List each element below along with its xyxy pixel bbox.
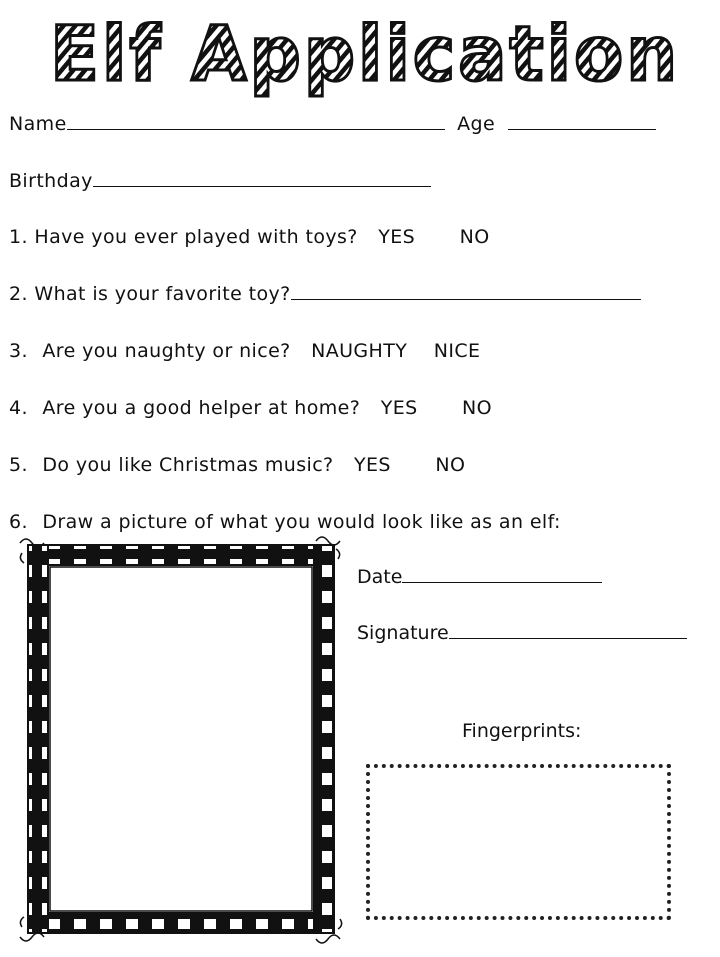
fingerprints-box[interactable] [366,764,671,920]
question-text: Are you naughty or nice? [42,340,291,362]
question-number: 6. [9,511,28,533]
option-no[interactable]: NO [459,226,490,248]
drawing-frame[interactable] [18,535,350,947]
title-text: Elf Application [50,9,680,98]
date-label: Date [357,566,403,588]
signature-row [357,621,687,645]
title-graphic [0,0,720,112]
question-2 [9,282,641,306]
date-row [357,565,602,589]
question-1 [9,225,490,249]
signature-field[interactable] [449,621,687,639]
birthday-row [9,169,431,193]
option-nice[interactable]: NICE [433,340,481,362]
date-field[interactable] [402,565,602,583]
option-yes[interactable]: YES [380,397,418,419]
page-title [0,0,720,112]
question-number: 4. [9,397,28,419]
question-number: 5. [9,454,28,476]
age-label: Age [457,113,496,135]
option-no[interactable]: NO [435,454,466,476]
checkered-border [18,535,350,947]
option-yes[interactable]: YES [378,226,416,248]
question-text: What is your favorite toy? [34,283,291,305]
signature-label: Signature [357,622,449,644]
question-text: Draw a picture of what you would look like as an elf: [42,511,561,533]
name-field[interactable] [67,112,445,130]
question-text: Are you a good helper at home? [42,397,361,419]
fingerprints-label: Fingerprints: [462,720,582,742]
age-field[interactable] [508,112,656,130]
question-3 [9,339,480,363]
question-5 [9,453,465,477]
name-label: Name [9,113,67,135]
question-text: Do you like Christmas music? [42,454,334,476]
option-yes[interactable]: YES [354,454,391,476]
option-naughty[interactable]: NAUGHTY [311,340,408,362]
option-no[interactable]: NO [462,397,492,419]
question-number: 2. [9,283,28,305]
question-text: Have you ever played with toys? [34,226,358,248]
question-4 [9,396,492,420]
birthday-label: Birthday [9,170,93,192]
question-number: 3. [9,340,28,362]
favorite-toy-field[interactable] [291,282,641,300]
birthday-field[interactable] [93,169,431,187]
question-number: 1. [9,226,28,248]
question-6 [9,510,561,534]
name-age-row [9,112,656,136]
